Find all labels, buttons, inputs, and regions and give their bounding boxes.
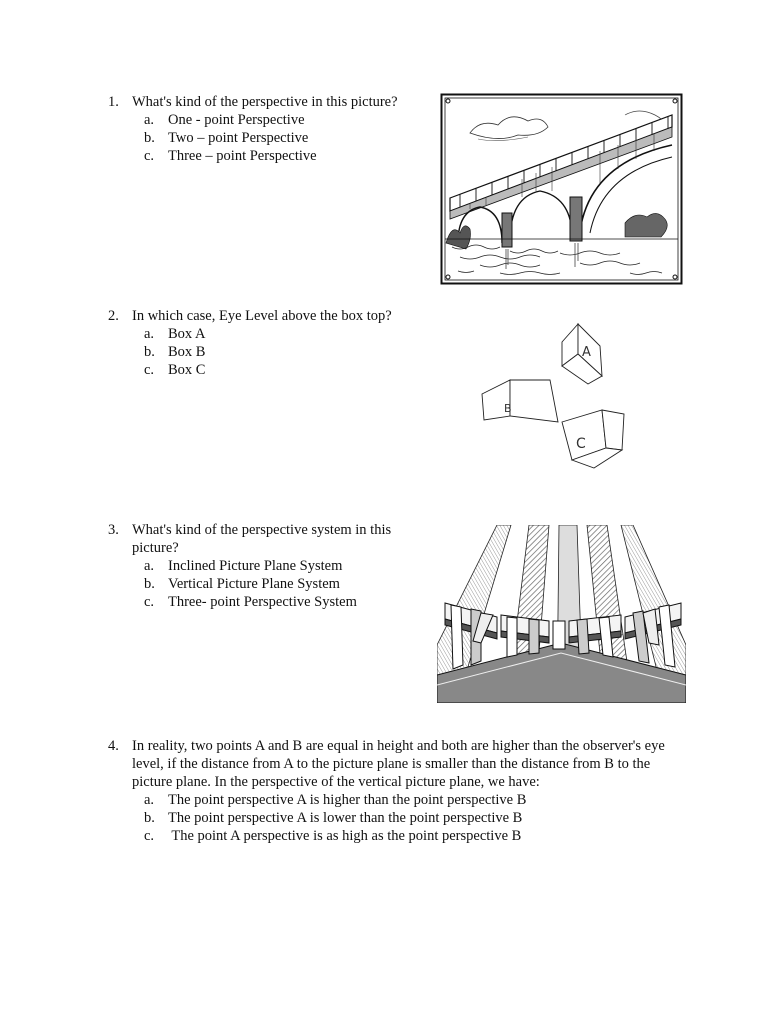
option-text: The point perspective A is lower than the point perspective B: [168, 810, 523, 826]
box-b-label: B: [504, 402, 512, 415]
question-text: In which case, Eye Level above the box top?: [132, 308, 392, 324]
option-letter: a.: [144, 792, 155, 808]
box-a-label: A: [582, 345, 591, 360]
option-letter: c.: [144, 594, 155, 610]
option-c: [144, 827, 678, 845]
question-text: In reality, two points A and B are equal in height and both are higher than the observer's eye level, if the distance from A to the picture plane is smaller than the distance from B to the picture plane. In the perspective of the vertical picture plane, we have:: [132, 738, 665, 790]
option-b: [144, 343, 428, 361]
question-2: [108, 307, 428, 379]
option-b: [144, 809, 678, 827]
option-a: [144, 557, 408, 575]
option-c: [144, 361, 428, 379]
option-text: Box C: [168, 362, 206, 378]
option-letter: c.: [144, 362, 155, 378]
question-4: [108, 737, 678, 845]
option-b: [144, 129, 428, 147]
option-text: Three – point Perspective: [168, 148, 317, 164]
option-a: [144, 325, 428, 343]
option-text: One - point Perspective: [168, 112, 305, 128]
question-number: 1.: [108, 94, 119, 110]
option-text: The point A perspective is as high as the point perspective B: [168, 828, 522, 844]
option-letter: a.: [144, 326, 155, 342]
question-number: 4.: [108, 738, 119, 754]
question-1: [108, 93, 428, 165]
question-text: What's kind of the perspective in this picture?: [132, 94, 398, 110]
boxes-drawing: [478, 318, 638, 474]
option-c: [144, 147, 428, 165]
option-letter: a.: [144, 112, 155, 128]
option-letter: b.: [144, 810, 155, 826]
block-letters-illustration: [437, 525, 686, 703]
option-letter: c.: [144, 148, 155, 164]
option-text: Two – point Perspective: [168, 130, 309, 146]
option-text: The point perspective A is higher than the point perspective B: [168, 792, 527, 808]
option-text: Inclined Picture Plane System: [168, 558, 343, 574]
option-b: [144, 575, 408, 593]
option-letter: a.: [144, 558, 155, 574]
option-a: [144, 111, 428, 129]
bridge-illustration: [440, 93, 683, 285]
option-text: Three- point Perspective System: [168, 594, 357, 610]
option-a: [144, 791, 678, 809]
option-text: Box B: [168, 344, 206, 360]
question-number: 2.: [108, 308, 119, 324]
question-text: What's kind of the perspective system in this picture?: [132, 522, 392, 556]
box-c-label: C: [576, 436, 586, 452]
option-text: Box A: [168, 326, 206, 342]
boxes-illustration: [478, 318, 638, 474]
option-letter: b.: [144, 344, 155, 360]
bridge-drawing: [440, 93, 683, 285]
option-text: Vertical Picture Plane System: [168, 576, 340, 592]
option-letter: b.: [144, 576, 155, 592]
question-number: 3.: [108, 522, 119, 538]
option-c: [144, 593, 408, 611]
question-3: [108, 521, 408, 611]
option-letter: c.: [144, 828, 155, 844]
option-letter: b.: [144, 130, 155, 146]
block-letters-drawing: [437, 525, 686, 703]
